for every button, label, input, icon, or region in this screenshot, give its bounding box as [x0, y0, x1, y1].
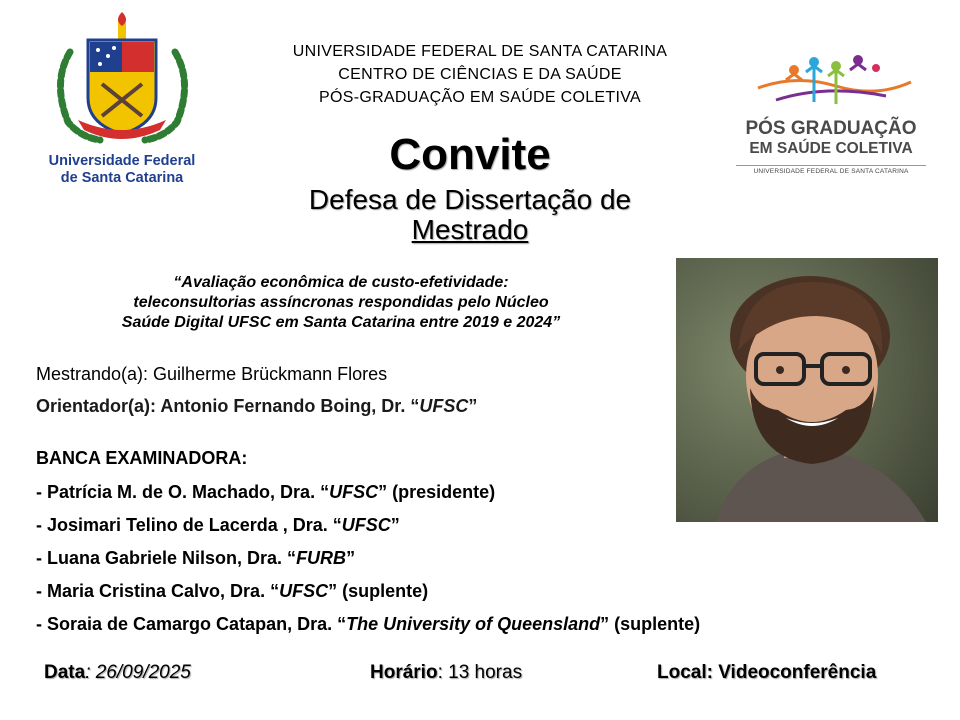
event-location: Local: Videoconferência [657, 662, 877, 683]
banca-member [36, 515, 400, 536]
thesis-title [20, 273, 662, 333]
orientador-close-quote: ” [468, 396, 478, 416]
banca-member-name: - Luana Gabriele Nilson, Dra. “ [36, 548, 297, 568]
ufsc-name-line2: de Santa Catarina [60, 170, 184, 186]
event-time [370, 662, 522, 684]
banca-member [36, 581, 428, 602]
header-line-program: PÓS-GRADUAÇÃO EM SAÚDE COLETIVA [319, 89, 641, 106]
mestrando-name: Guilherme Brückmann Flores [153, 364, 388, 384]
banca-member-institution: FURB [296, 548, 347, 568]
event-time-value: : 13 horas [437, 662, 523, 683]
pos-graduacao-university: UNIVERSIDADE FEDERAL DE SANTA CATARINA [736, 165, 926, 175]
pos-graduacao-subtitle: EM SAÚDE COLETIVA [749, 140, 913, 157]
banca-member-name: - Patrícia M. de O. Machado, Dra. “ [36, 482, 330, 502]
pos-graduacao-figures-icon [736, 40, 926, 112]
header-line-center: CENTRO DE CIÊNCIAS E DA SAÚDE [338, 66, 622, 83]
banca-member-name: - Josimari Telino de Lacerda , Dra. “ [36, 515, 342, 535]
orientador-label: Orientador(a): [36, 396, 161, 416]
banca-member [36, 482, 495, 503]
banca-member-name: - Soraia de Camargo Catapan, Dra. “ [36, 614, 347, 634]
pos-graduacao-logo [736, 40, 940, 190]
orientador-name: Antonio Fernando Boing, Dr. “ [160, 396, 420, 416]
invite-subtitle-line2 [230, 214, 710, 246]
banca-member [36, 614, 700, 635]
banca-member-role: ” (presidente) [378, 482, 496, 502]
candidate-photo [676, 258, 938, 522]
banca-member-institution: UFSC [279, 581, 329, 601]
event-date-label: Data [44, 662, 86, 683]
ufsc-name [22, 153, 222, 187]
institution-header [220, 40, 740, 109]
mestrando-line [36, 364, 387, 385]
banca-member-role: ” [390, 515, 400, 535]
banca-member-institution: UFSC [329, 482, 379, 502]
header-line-university: UNIVERSIDADE FEDERAL DE SANTA CATARINA [292, 43, 668, 60]
banca-member-role: ” (suplente) [328, 581, 429, 601]
event-time-label: Horário [370, 662, 438, 683]
event-date-value: : 26/09/2025 [85, 662, 191, 683]
thesis-title-line3: Saúde Digital UFSC em Santa Catarina entre 2019 e 2024” [121, 314, 561, 331]
event-date [44, 662, 191, 684]
banca-member [36, 548, 355, 569]
invite-title: Convite [389, 130, 551, 179]
orientador-line [36, 396, 477, 417]
pos-graduacao-title: PÓS GRADUAÇÃO [745, 118, 917, 139]
banca-heading: BANCA EXAMINADORA: [36, 448, 248, 468]
thesis-title-line1: “Avaliação econômica de custo-efetividade: [173, 274, 509, 291]
thesis-title-line2: teleconsultorias assíncronas respondidas pelo Núcleo [133, 294, 549, 311]
invite-subtitle-mestrado: Mestrado [411, 214, 529, 245]
banca-member-role: ” [346, 548, 356, 568]
banca-member-name: - Maria Cristina Calvo, Dra. “ [36, 581, 280, 601]
banca-member-institution: The University of Queensland [346, 614, 601, 634]
invite-subtitle-line1: Defesa de Dissertação de [308, 184, 632, 215]
banca-member-institution: UFSC [341, 515, 391, 535]
banca-member-role: ” (suplente) [600, 614, 701, 634]
mestrando-label: Mestrando(a): [36, 364, 154, 384]
orientador-institution: UFSC [419, 396, 469, 416]
ufsc-name-line1: Universidade Federal [48, 153, 196, 169]
